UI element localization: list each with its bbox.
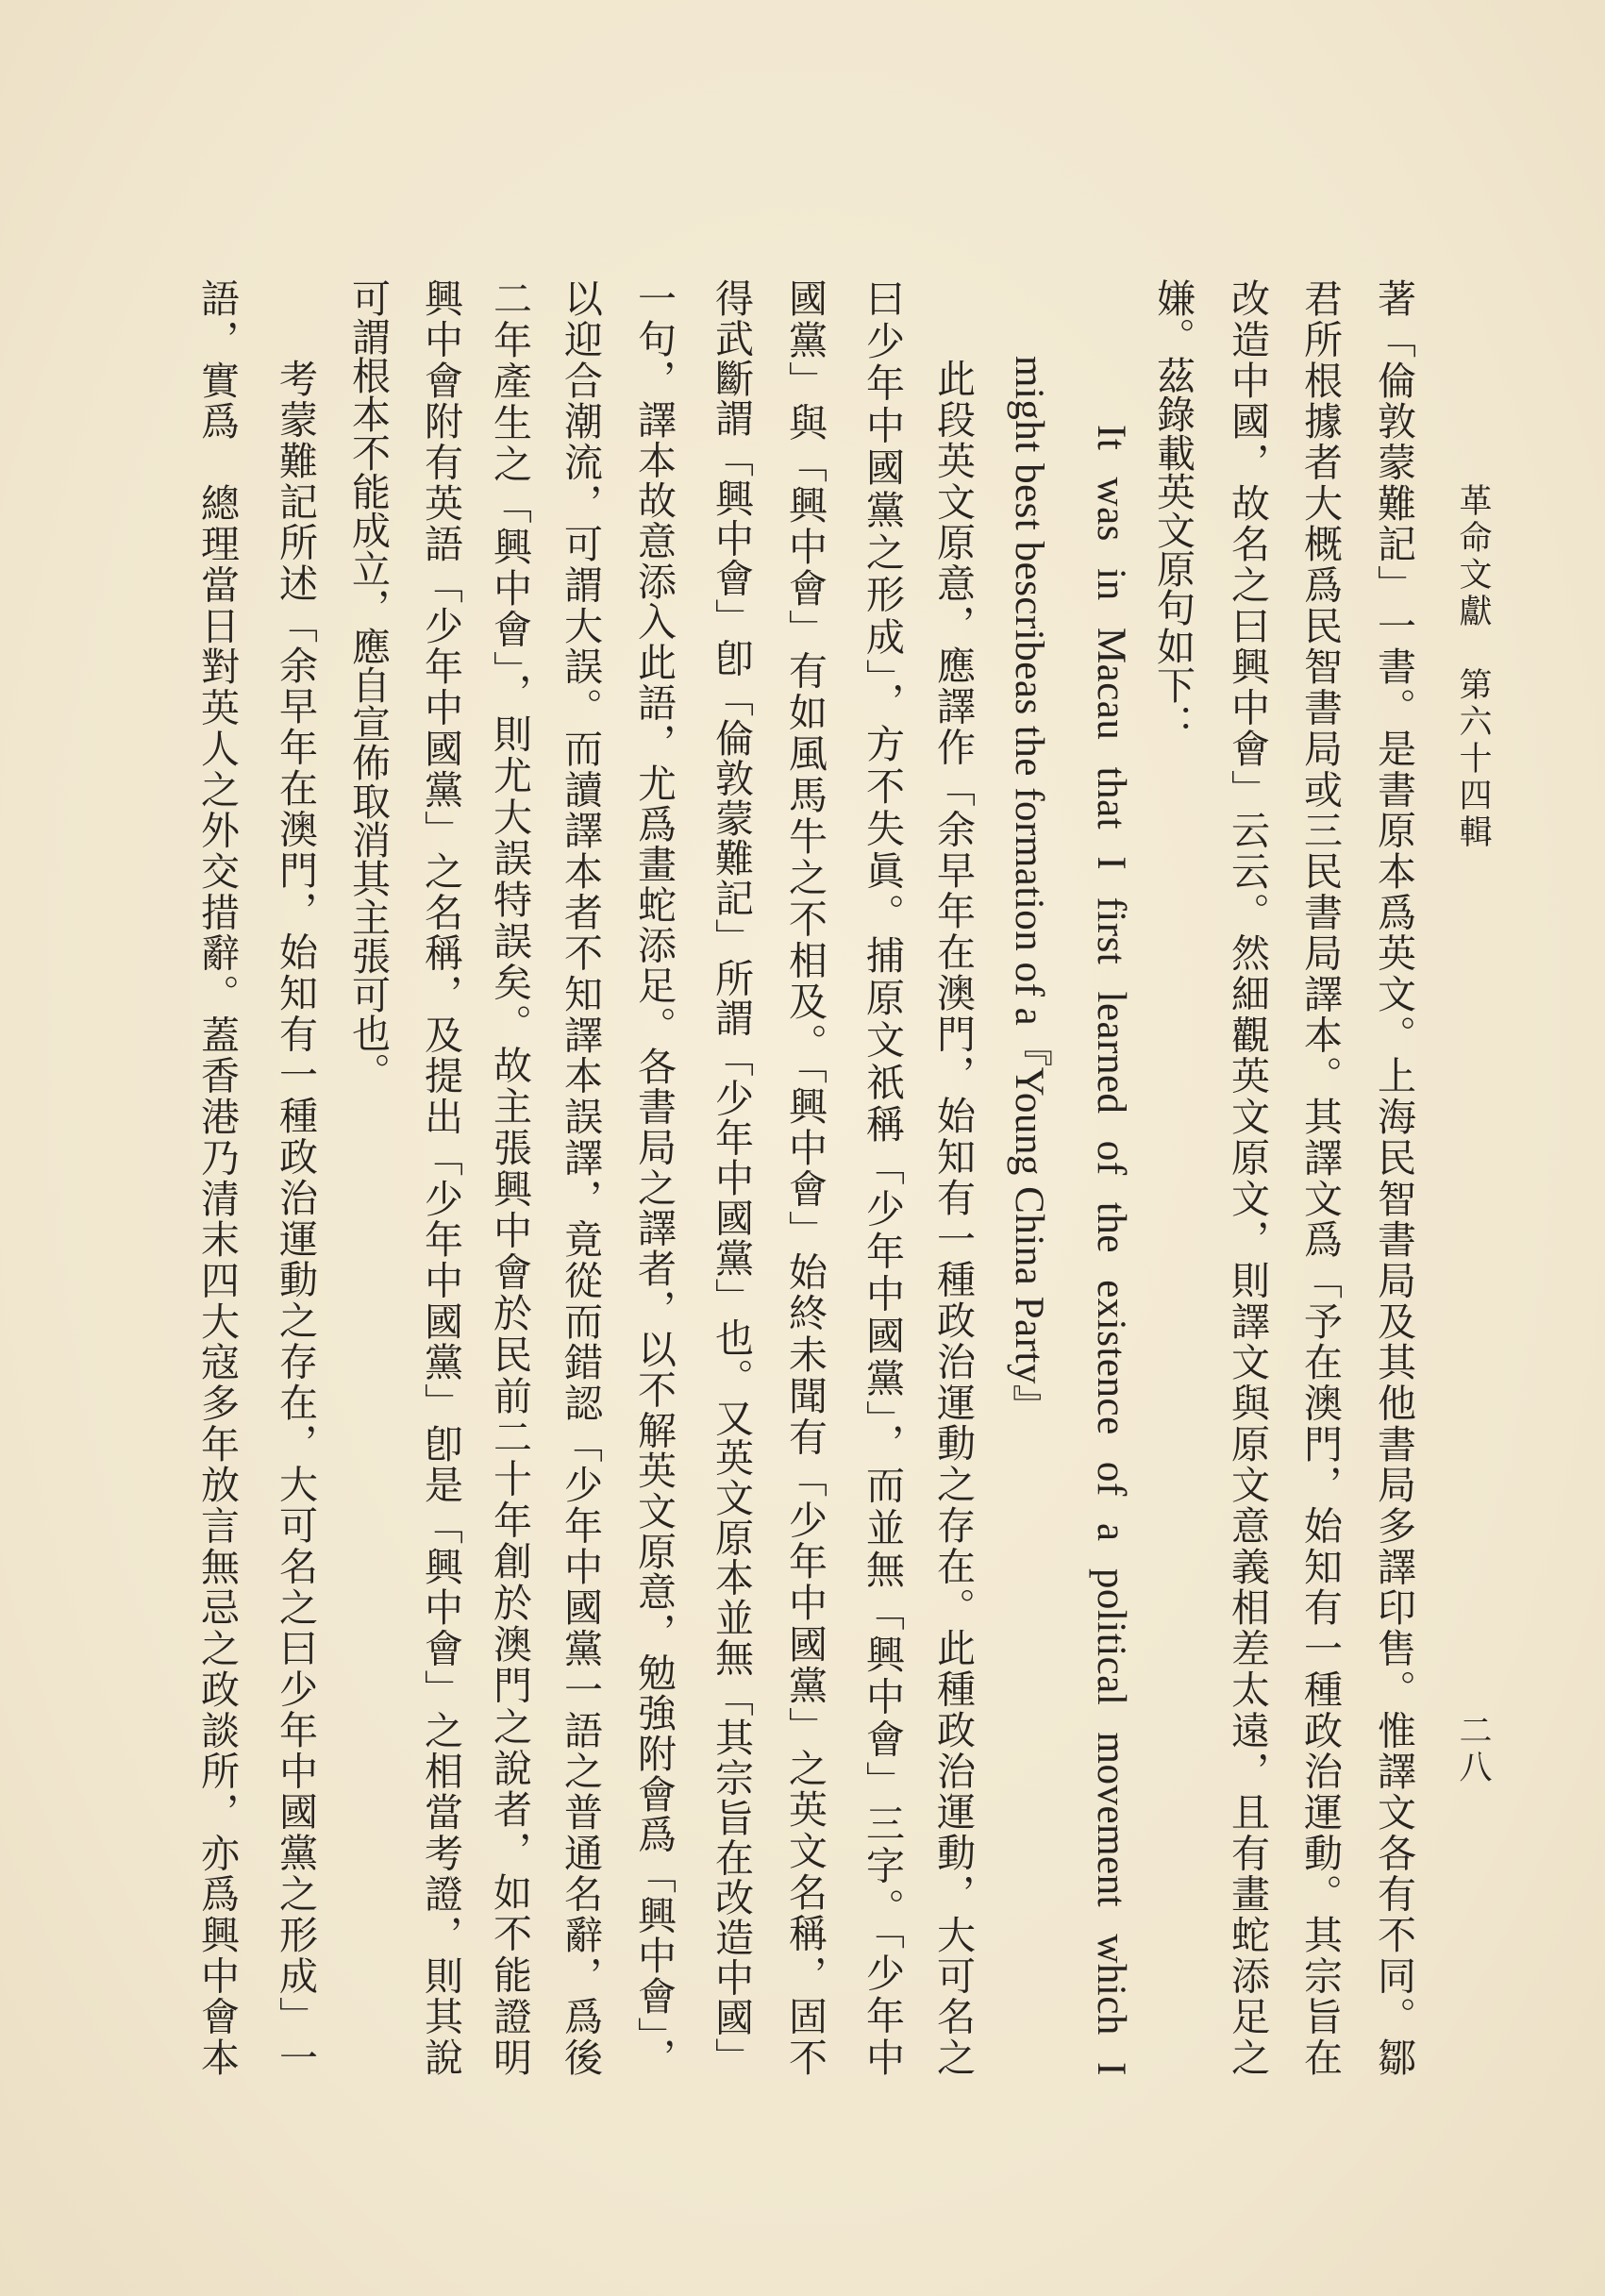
text-column: 君所根據者大概爲民智書局或三民書局譯本。其譯文爲「予在澳門，始知有一種政治運動。其宗旨在 xyxy=(1297,278,1343,2076)
text-column: 一句，譯本故意添入此語，尤爲畫蛇添足。各書局之譯者，以不解英文原意，勉強附會爲「興中會」， xyxy=(631,278,677,2076)
english-quote-line: might best bescribeas the formation of a『Young China Party』 xyxy=(1007,356,1051,1426)
text-column: 語，實爲 總理當日對英人之外交措辭。蓋香港乃清末四大寇多年放言無忌之政談所，亦爲興中會本 xyxy=(194,278,240,2076)
running-header: 革命文獻 第六十四輯 xyxy=(1454,483,1492,851)
text-column: 國黨」與「興中會」有如風馬牛之不相及。「興中會」始終未聞有「少年中國黨」之英文名稱，固不 xyxy=(782,278,828,2076)
text-column: 曰少年中國黨之形成」，方不失眞。捕原文祇稱「少年中國黨」，而並無「興中會」三字。「少年中 xyxy=(860,278,905,2076)
text-column: 以迎合潮流，可謂大誤。而讀譯本者不知譯本誤譯，竟從而錯認「少年中國黨一語之普通名辭，爲後 xyxy=(558,278,603,2076)
page-number: 二八 xyxy=(1454,1713,1492,1786)
text-column: 嫌。茲錄載英文原句如下： xyxy=(1150,278,1195,743)
text-column: 考蒙難記所述「余早年在澳門，始知有一種政治運動之存在，大可名之曰少年中國黨之形成」一 xyxy=(273,359,318,2076)
text-column: 可謂根本不能成立，應自宣佈取消其主張可也。 xyxy=(345,278,391,1091)
text-column: 興中會附有英語「少年中國黨」之名稱，及提出「少年中國黨」卽是「興中會」之相當考證，則其說 xyxy=(418,278,463,2076)
text-column: 二年產生之「興中會」，則尤大誤特誤矣。故主張興中會於民前二十年創於澳門之說者，如不能證明 xyxy=(487,278,532,2076)
text-column: 此段英文原意，應譯作「余早年在澳門，始知有一種政治運動之存在。此種政治運動，大可名之 xyxy=(930,359,976,2076)
english-quote-line: It was in Macau that I first learned of the existence of a political movement which I xyxy=(1089,425,1133,2076)
text-column: 改造中國，故名之曰興中會」云云。然細觀英文原文，則譯文與原文意義相差太遠，且有畫蛇添足之 xyxy=(1225,278,1270,2076)
text-column: 得武斷謂「興中會」卽「倫敦蒙難記」所謂「少年中國黨」也。又英文原本並無「其宗旨在改造中國」 xyxy=(709,278,754,2076)
text-column: 著「倫敦蒙難記」一書。是書原本爲英文。上海民智書局及其他書局多譯印售。惟譯文各有不同。鄒 xyxy=(1371,278,1416,2076)
